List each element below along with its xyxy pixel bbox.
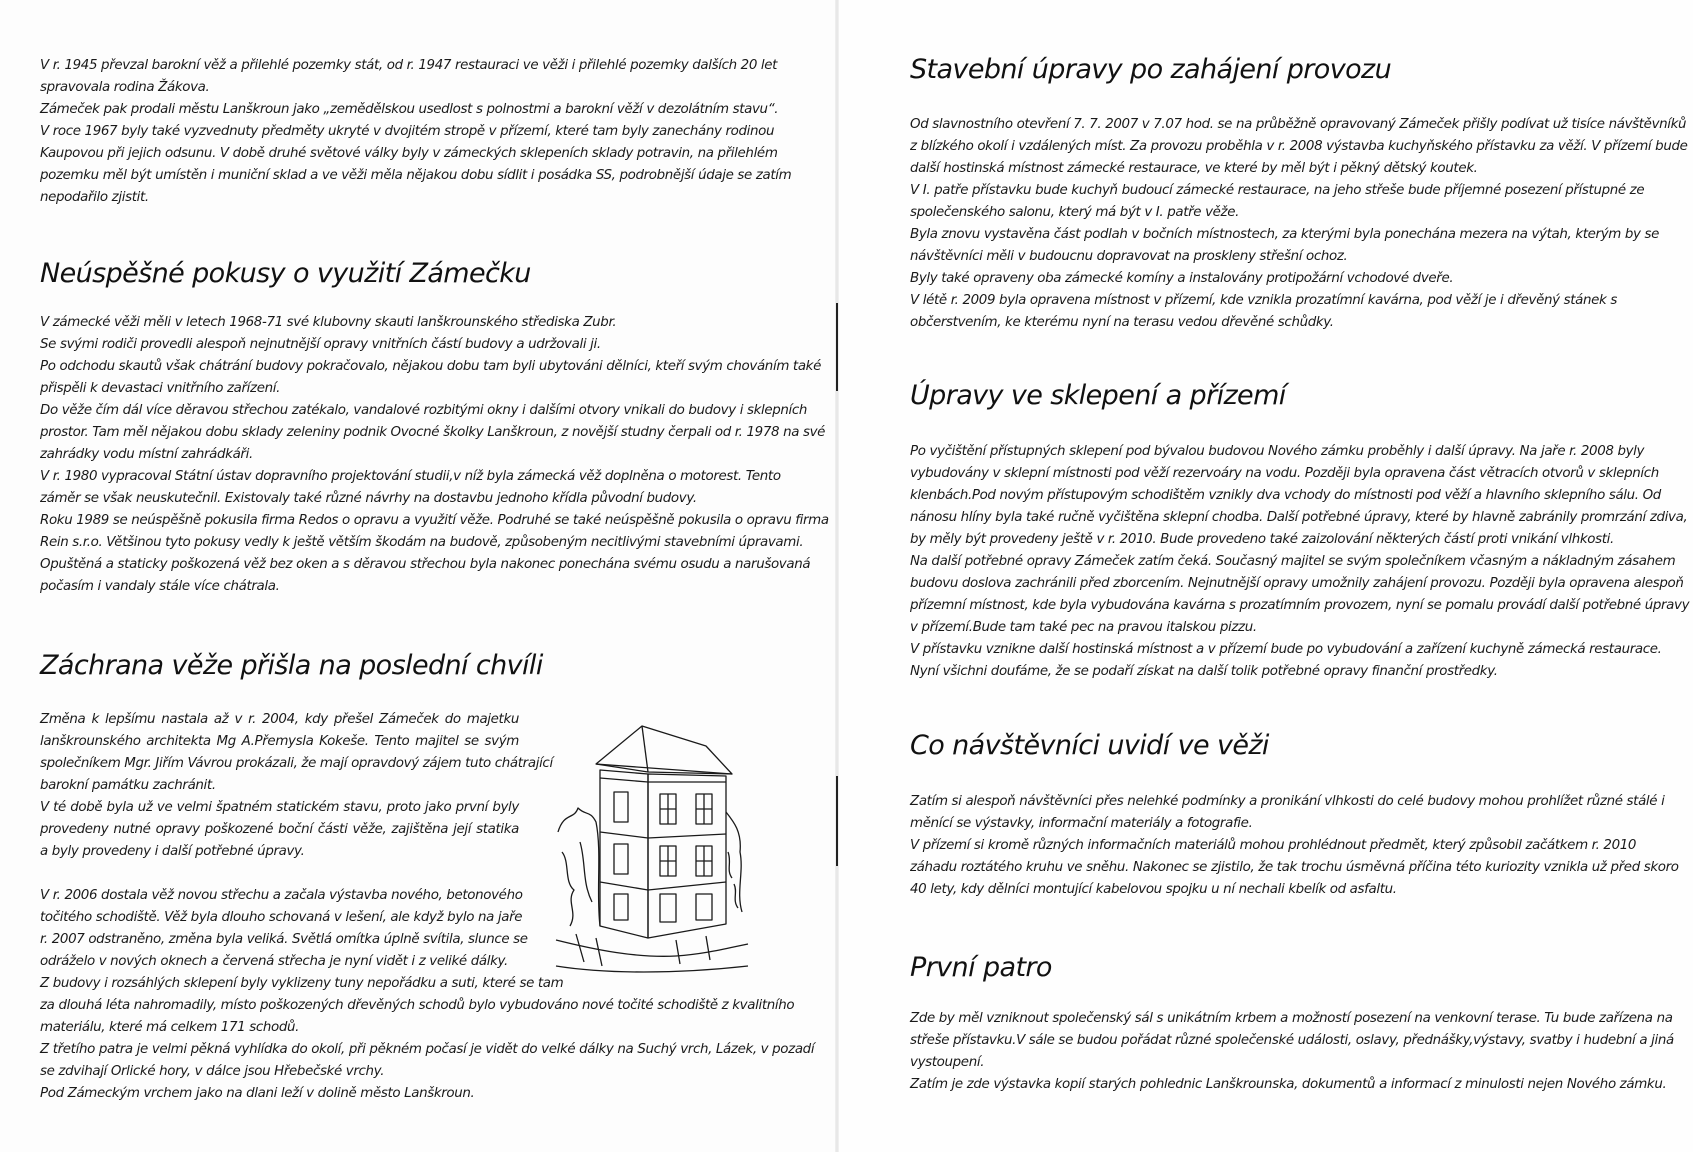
text-line: za dlouhá léta nahromadily, místo poškozených dřevěných schodů bylo vybudováno nové točité schodiště z kvalitního [40, 998, 795, 1013]
text-line: zahrádky vodu místní zahrádkáři. [40, 447, 253, 462]
text-line: střeše přístavku.V sále se budou pořádat různé společenské události, oslavy, přednášky,výstavy, svatby i hudební a jiná [910, 1033, 1674, 1048]
text-line: by měly být provedeny ještě v r. 2010. Bude provedeno také zaizolování některých částí proti vnikání vlhkosti. [910, 532, 1614, 547]
text-line: Nyní všichni doufáme, že se podaří získat na další tolik potřebné opravy finanční prostředky. [910, 664, 1498, 679]
text-line: spravovala rodina Žákova. [40, 80, 210, 95]
section-heading: Neúspěšné pokusy o využití Zámečku [40, 258, 531, 289]
binding-mark [836, 303, 838, 391]
text-line: budovu doslova zachránili před zborcením. Nejnutnější opravy umožnily zahájení provozu. Později byla opravena alespoň [910, 576, 1684, 591]
text-line: návštěvníci měli v budoucnu dopravovat na proskleny střešní ochoz. [910, 249, 1348, 264]
text-line: V té době byla už ve velmi špatném statickém stavu, proto jako první byly [40, 800, 519, 815]
text-line: vystoupení. [910, 1055, 985, 1070]
text-line: vybudovány v sklepní místnosti pod věží rezervoáry na vodu. Později byla opravena část větracích otvorů v sklepních [910, 466, 1659, 481]
text-line: měnící se výstavky, informační materiály a fotografie. [910, 816, 1253, 831]
text-line: V r. 1980 vypracoval Státní ústav dopravního projektování studii,v níž byla zámecká věž doplněna o motorest. Tento [40, 469, 781, 484]
text-line: točitého schodiště. Věž byla dlouho schovaná v lešení, ale když bylo na jaře [40, 910, 523, 925]
text-line: v přízemí.Bude tam také pec na pravou italskou pizzu. [910, 620, 1257, 635]
text-line: Rein s.r.o. Většinou tyto pokusy vedly k ještě větším škodám na budově, způsobeným necitlivými stavebními úpravami. [40, 535, 804, 550]
section-body [910, 114, 1688, 334]
text-line: nánosu hlíny byla také ručně vyčištěna sklepní chodba. Další potřebné úpravy, které by hlavně zabránily promrzání zdiva, [910, 510, 1688, 525]
binding-mark [836, 776, 838, 866]
text-line: lanškrounského architekta Mg A.Přemysla Kokeše. Tento majitel se svým [40, 734, 519, 749]
text-line: přízemní místnost, kde byla vybudována kavárna s prozatímním provozem, nyní se pomalu provádí další potřebné úpravy [910, 598, 1690, 613]
text-line: nepodařilo zjistit. [40, 190, 149, 205]
text-line: Roku 1989 se neúspěšně pokusila firma Redos o opravu a využití věže. Podruhé se také neúspěšně pokusila o opravu firma [40, 513, 829, 528]
blank-line [40, 863, 519, 885]
text-line: občerstvením, ke kterému nyní na terasu vedou dřevěné schůdky. [910, 315, 1334, 330]
text-line: Pod Zámeckým vrchem jako na dlani leží v dolině město Lanškroun. [40, 1086, 475, 1101]
text-line: Změna k lepšímu nastala až v r. 2004, kdy přešel Zámeček do majetku [40, 712, 519, 727]
text-line: Po odchodu skautů však chátrání budovy pokračovalo, nějakou dobu tam byli ubytováni dělníci, kteří svým chováním také [40, 359, 821, 374]
text-line: V I. patře přístavku bude kuchyň budoucí zámecké restaurace, na jeho střeše bude příjemné posezení přístupné ze [910, 183, 1645, 198]
text-line: V přízemí si kromě různých informačních materiálů mohou prohlédnout předmět, který způsobil začátkem r. 2010 [910, 838, 1637, 853]
text-line: V roce 1967 byly také vyzvednuty předměty ukryté v dvojitém stropě v přízemí, které tam byly zanechány rodinou [40, 124, 775, 139]
text-line: Opuštěná a staticky poškozená věž bez oken a s děravou střechou byla nakonec ponechána svému osudu a narušovaná [40, 557, 811, 572]
section-body [40, 312, 829, 598]
section-heading: Stavební úpravy po zahájení provozu [910, 54, 1392, 85]
text-line: počasím i vandaly stále více chátrala. [40, 579, 280, 594]
text-line: Z budovy i rozsáhlých sklepení byly vyklizeny tuny nepořádku a suti, které se tam [40, 976, 564, 991]
text-line: r. 2007 odstraněno, změna byla veliká. Světlá omítka úplně svítila, slunce se [40, 932, 528, 947]
section-heading: Co návštěvníci uvidí ve věži [910, 730, 1269, 761]
text-line: Se svými rodiči provedli alespoň nejnutnější opravy vnitřních částí budovy a udržovali ji. [40, 337, 601, 352]
text-line: společenského salonu, který má být v I. patře věže. [910, 205, 1240, 220]
text-line: pozemku měl být umístěn i muniční sklad a ve věži měla nějakou dobu sídlit i posádka SS, podrobnější údaje se zatím [40, 168, 792, 183]
text-line: Do věže čím dál více děravou střechou zatékalo, vandalové rozbitými okny i dalšími otvory vnikali do budovy i sklepních [40, 403, 808, 418]
text-line: společníkem Mgr. Jiřím Vávrou prokázali, že mají opravdový zájem tuto chátrající [40, 756, 553, 771]
text-line: V r. 2006 dostala věž novou střechu a začala výstavba nového, betonového [40, 888, 523, 903]
text-line: Na další potřebné opravy Zámeček zatím čeká. Současný majitel se svým společníkem včasným a nákladným zásahem [910, 554, 1676, 569]
text-line: Zatím si alespoň návštěvníci přes nelehké podmínky a pronikání vlhkosti do celé budovy mohou prohlížet různé stálé i [910, 794, 1665, 809]
text-line: prostor. Tam měl nějakou dobu sklady zeleniny podnik Ovocné školky Lanškroun, z novější studny čerpali od r. 1978 na své [40, 425, 826, 440]
section-heading: První patro [910, 952, 1052, 983]
text-line: V létě r. 2009 byla opravena místnost v přízemí, kde vznikla prozatímní kavárna, pod věží je i dřevěný stánek s [910, 293, 1617, 308]
text-line: V r. 1945 převzal barokní věž a přilehlé pozemky stát, od r. 1947 restauraci ve věži i přilehlé pozemky dalších 20 let [40, 58, 778, 73]
section-heading: Záchrana věže přišla na poslední chvíli [40, 650, 543, 681]
text-line: Po vyčištění přístupných sklepení pod bývalou budovou Nového zámku proběhly i další úpravy. Na jaře r. 2008 byly [910, 444, 1645, 459]
text-line: další hostinská místnost zámecké restaurace, ve které by měl být i pěkný dětský koutek. [910, 161, 1478, 176]
page-spine [835, 0, 839, 1152]
text-line: Zatím je zde výstavka kopií starých pohlednic Lanškrounska, dokumentů a informací z minulosti nejen Nového zámku. [910, 1077, 1667, 1092]
text-line: Kaupovou při jejich odsunu. V době druhé světové války byly v zámeckých sklepeních sklady potravin, na přilehlém [40, 146, 778, 161]
text-line: Od slavnostního otevření 7. 7. 2007 v 7.07 hod. se na průběžně opravovaný Zámeček přišly podívat už tisíce návštěvníků [910, 117, 1687, 132]
text-line: a byly provedeny i další potřebné úpravy. [40, 844, 305, 859]
left-intro [40, 55, 792, 209]
section-body-narrow [40, 709, 553, 973]
text-line: barokní památku zachránit. [40, 778, 216, 793]
tower-sketch-illustration [556, 712, 748, 978]
text-line: Z třetího patra je velmi pěkná vyhlídka do okolí, při pěkném počasí je vidět do velké dálky na Suchý vrch, Lázek, v pozadí [40, 1042, 815, 1057]
text-line: záměr se však neuskutečnil. Existovaly také různé návrhy na dostavbu jednoho křídla původní budovy. [40, 491, 697, 506]
section-body [910, 791, 1679, 901]
section-body-wide [40, 973, 815, 1105]
text-line: odráželo v nových oknech a červená střecha je nyní vidět i z veliké dálky. [40, 954, 508, 969]
text-line: Byla znovu vystavěna část podlah v bočních místnostech, za kterými byla ponechána mezera na výtah, kterým by se [910, 227, 1660, 242]
text-line: 40 lety, kdy dělníci montující kabelovou spojku u ní nechali kbelík od asfaltu. [910, 882, 1397, 897]
text-line: se zdvihají Orlické hory, v dálce jsou Hřebečské vrchy. [40, 1064, 385, 1079]
text-line: materiálu, které má celkem 171 schodů. [40, 1020, 300, 1035]
text-line: Zámeček pak prodali městu Lanškroun jako „zemědělskou usedlost s polnostmi a barokní věží v dezolátním stavu“. [40, 102, 779, 117]
text-line: z blízkého okolí i vzdálených míst. Za provozu proběhla v r. 2008 výstavba kuchyňského přístavku za věží. V přízemí bude [910, 139, 1688, 154]
text-line: V přístavku vznikne další hostinská místnost a v přízemí bude po vybudování a zařízení kuchyně zámecká restaurace. [910, 642, 1662, 657]
text-line: záhadu roztátého kruhu ve sněhu. Nakonec se zjistilo, že tak trochu úsměvná příčina této kuriozity vznikla už před skoro [910, 860, 1679, 875]
text-line: provedeny nutné opravy poškozené boční části věže, zajištěna její statika [40, 822, 519, 837]
text-line: Zde by měl vzniknout společenský sál s unikátním krbem a možností posezení na venkovní terase. Tu bude zařízena na [910, 1011, 1673, 1026]
text-line: klenbách.Pod novým přístupovým schodištěm vznikly dva vchody do místnosti pod věží a hlavního sklepního sálu. Od [910, 488, 1661, 503]
text-line: Byly také opraveny oba zámecké komíny a instalovány protipožární vchodové dveře. [910, 271, 1454, 286]
text-line: V zámecké věži měli v letech 1968-71 své klubovny skauti lanškrounského střediska Zubr. [40, 315, 617, 330]
section-body [910, 1008, 1674, 1096]
text-line: přispěli k devastaci vnitřního zařízení. [40, 381, 281, 396]
section-body [910, 441, 1690, 683]
section-heading: Úpravy ve sklepení a přízemí [910, 380, 1286, 411]
